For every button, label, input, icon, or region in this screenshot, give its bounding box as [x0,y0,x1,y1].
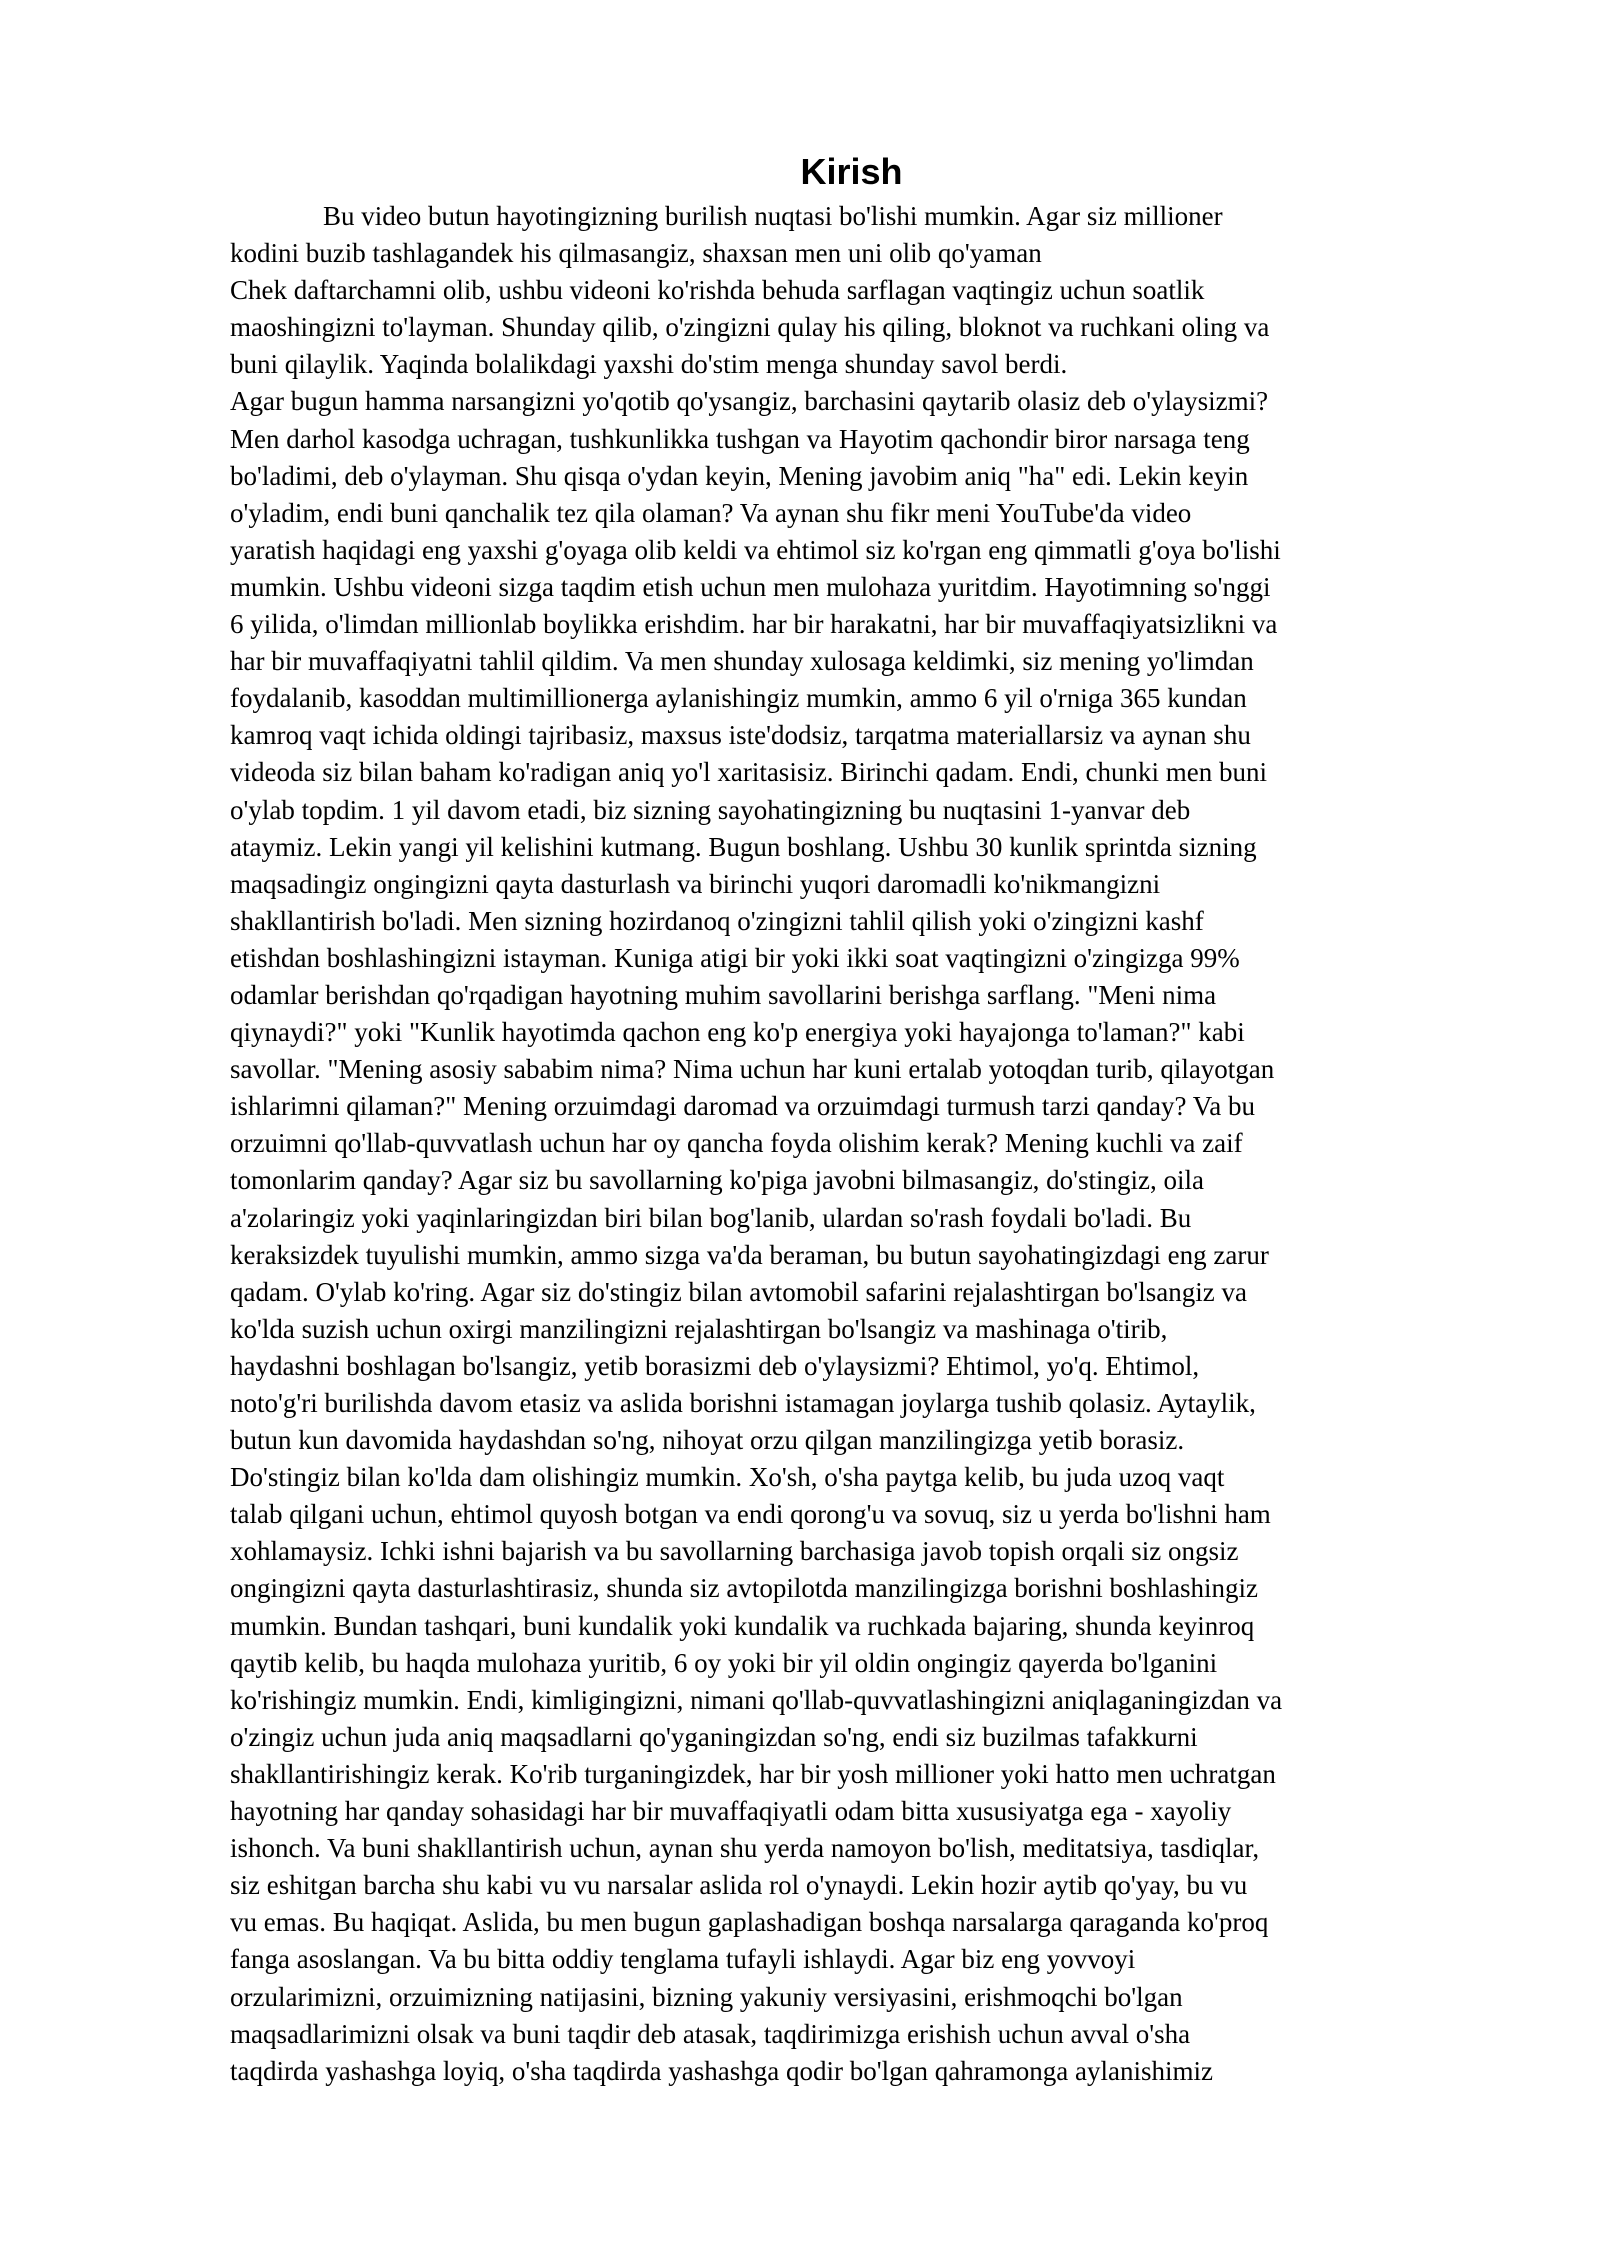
text-line: hayotning har qanday sohasidagi har bir muvaffaqiyatli odam bitta xususiyatga ega - xayoliy [230,1796,1232,1827]
text-line: o'ylab topdim. 1 yil davom etadi, biz sizning sayohatingizning bu nuqtasini 1-yanvar deb [230,794,1191,825]
text-line: orzularimizni, orzuimizning natijasini, bizning yakuniy versiyasini, erishmoqchi bo'lgan [230,1981,1183,2012]
text-line: ishlarimni qilaman?" Mening orzuimdagi daromad va orzuimdagi turmush tarzi qanday? Va bu [230,1091,1255,1122]
text-line: ongingizni qayta dasturlashtirasiz, shunda siz avtopilotda manzilingizga borishni boshlashingiz [230,1573,1259,1604]
text-line: ko'lda suzish uchun oxirgi manzilingizni rejalashtirgan bo'lsangiz va mashinaga o'tirib, [230,1313,1168,1344]
text-line: mumkin. Bundan tashqari, buni kundalik yoki kundalik va ruchkada bajaring, shunda keyinroq [230,1610,1255,1641]
text-line: qiynaydi?" yoki "Kunlik hayotimda qachon eng ko'p energiya yoki hayajonga to'laman?" kabi [230,1017,1245,1048]
document-body [230,198,1473,2090]
text-line: shakllantirish bo'ladi. Men sizning hozirdanoq o'zingizni tahlil qilish yoki o'zingizni kashf [230,905,1204,936]
text-line: o'yladim, endi buni qanchalik tez qila olaman? Va aynan shu fikr meni YouTube'da video [230,497,1192,528]
text-line: bo'ladimi, deb o'ylayman. Shu qisqa o'ydan keyin, Mening javobim aniq "ha" edi. Lekin keyin [230,460,1249,491]
text-line: qadam. O'ylab ko'ring. Agar siz do'stingiz bilan avtomobil safarini rejalashtirgan bo'lsangiz va [230,1276,1247,1307]
text-line: 6 yilida, o'limdan millionlab boylikka erishdim. har bir harakatni, har bir muvaffaqiyatsizlikni va [230,609,1278,640]
text-line: ko'rishingiz mumkin. Endi, kimligingizni, nimani qo'llab-quvvatlashingizni aniqlaganingizdan va [230,1684,1283,1715]
text-line: Do'stingiz bilan ko'lda dam olishingiz mumkin. Xo'sh, o'sha paytga kelib, bu juda uzoq vaqt [230,1462,1225,1493]
text-line: butun kun davomida haydashdan so'ng, nihoyat orzu qilgan manzilingizga yetib borasiz. [230,1425,1185,1456]
text-line: xohlamaysiz. Ichki ishni bajarish va bu savollarning barchasiga javob topish orqali siz ongsiz [230,1536,1239,1567]
text-line: tomonlarim qanday? Agar siz bu savollarning ko'piga javobni bilmasangiz, do'stingiz, oila [230,1165,1205,1196]
text-line: siz eshitgan barcha shu kabi vu vu narsalar aslida rol o'ynaydi. Lekin hozir aytib qo'yay, bu vu [230,1870,1248,1901]
text-line: savollar. "Mening asosiy sababim nima? Nima uchun har kuni ertalab yotoqdan turib, qilayotgan [230,1054,1275,1085]
text-line: keraksizdek tuyulishi mumkin, ammo sizga va'da beraman, bu butun sayohatingizdagi eng zarur [230,1239,1269,1270]
text-line: maqsadlarimizni olsak va buni taqdir deb atasak, taqdirimizga erishish uchun avval o'sha [230,2018,1191,2049]
text-line: kamroq vaqt ichida oldingi tajribasiz, maxsus iste'dodsiz, tarqatma materiallarsiz va aynan shu [230,720,1251,751]
text-line: yaratish haqidagi eng yaxshi g'oyaga olib keldi va ehtimol siz ko'rgan eng qimmatli g'oya bo'lishi [230,534,1281,565]
text-line: odamlar berishdan qo'rqadigan hayotning muhim savollarini berishga sarflang. "Meni nima [230,979,1217,1010]
text-line: noto'g'ri burilishda davom etasiz va aslida borishni istamagan joylarga tushib qolasiz. Aytaylik, [230,1388,1256,1418]
text-line: Chek daftarchamni olib, ushbu videoni ko'rishda behuda sarflagan vaqtingiz uchun soatlik [230,275,1205,306]
document-title: Kirish [800,151,903,192]
text-line: talab qilgani uchun, ehtimol quyosh botgan va endi qorong'u va sovuq, siz u yerda bo'lishni ham [230,1499,1271,1530]
text-line: mumkin. Ushbu videoni sizga taqdim etish uchun men mulohaza yuritdim. Hayotimning so'nggi [230,571,1271,602]
text-line: a'zolaringiz yoki yaqinlaringizdan biri bilan bog'lanib, ulardan so'rash foydali bo'ladi. Bu [230,1202,1192,1233]
text-line: fanga asoslangan. Va bu bitta oddiy tenglama tufayli ishlaydi. Agar biz eng yovvoyi [230,1944,1136,1975]
text-line: buni qilaylik. Yaqinda bolalikdagi yaxshi do'stim menga shunday savol berdi. [230,349,1068,380]
text-line: kodini buzib tashlagandek his qilmasangiz, shaxsan men uni olib qo'yaman [230,238,1042,269]
text-line: taqdirda yashashga loyiq, o'sha taqdirda yashashga qodir bo'lgan qahramonga aylanishimiz [230,2055,1213,2086]
text-line: Men darhol kasodga uchragan, tushkunlikka tushgan va Hayotim qachondir biror narsaga teng [230,423,1250,454]
text-line: shakllantirishingiz kerak. Ko'rib turganingizdek, har bir yosh millioner yoki hatto men uchratgan [230,1758,1276,1789]
text-line: Agar bugun hamma narsangizni yo'qotib qo'ysangiz, barchasini qaytarib olasiz deb o'ylaysizmi? [230,386,1269,417]
text-line: orzuimni qo'llab-quvvatlash uchun har oy qancha foyda olishim kerak? Mening kuchli va zaif [230,1128,1243,1159]
text-line: haydashni boshlagan bo'lsangiz, yetib borasizmi deb o'ylaysizmi? Ehtimol, yo'q. Ehtimol, [230,1350,1200,1381]
text-line: etishdan boshlashingizni istayman. Kuniga atigi bir yoki ikki soat vaqtingizni o'zingizga 99% [230,942,1240,973]
text-line: videoda siz bilan baham ko'radigan aniq yo'l xaritasisiz. Birinchi qadam. Endi, chunki men buni [230,757,1267,788]
text-line: qaytib kelib, bu haqda mulohaza yuritib, 6 oy yoki bir yil oldin ongingiz qayerda bo'lganini [230,1647,1218,1678]
text-line: Bu video butun hayotingizning burilish nuqtasi bo'lishi mumkin. Agar siz millioner [323,201,1223,231]
text-line: foydalanib, kasoddan multimillionerga aylanishingiz mumkin, ammo 6 yil o'rniga 365 kundan [230,683,1247,714]
text-line: ishonch. Va buni shakllantirish uchun, aynan shu yerda namoyon bo'lish, meditatsiya, tasdiqlar, [230,1833,1260,1864]
text-line: vu emas. Bu haqiqat. Aslida, bu men bugun gaplashadigan boshqa narsalarga qaraganda ko'proq [230,1907,1269,1938]
text-line: har bir muvaffaqiyatni tahlil qildim. Va men shunday xulosaga keldimki, siz mening yo'limdan [230,646,1254,677]
text-line: maoshingizni to'layman. Shunday qilib, o'zingizni qulay his qiling, bloknot va ruchkani oling va [230,312,1270,343]
text-line: ataymiz. Lekin yangi yil kelishini kutmang. Bugun boshlang. Ushbu 30 kunlik sprintda sizning [230,831,1257,862]
text-line: maqsadingiz ongingizni qayta dasturlash va birinchi yuqori daromadli ko'nikmangizni [230,868,1161,899]
text-line: o'zingiz uchun juda aniq maqsadlarni qo'yganingizdan so'ng, endi siz buzilmas tafakkurni [230,1721,1198,1752]
